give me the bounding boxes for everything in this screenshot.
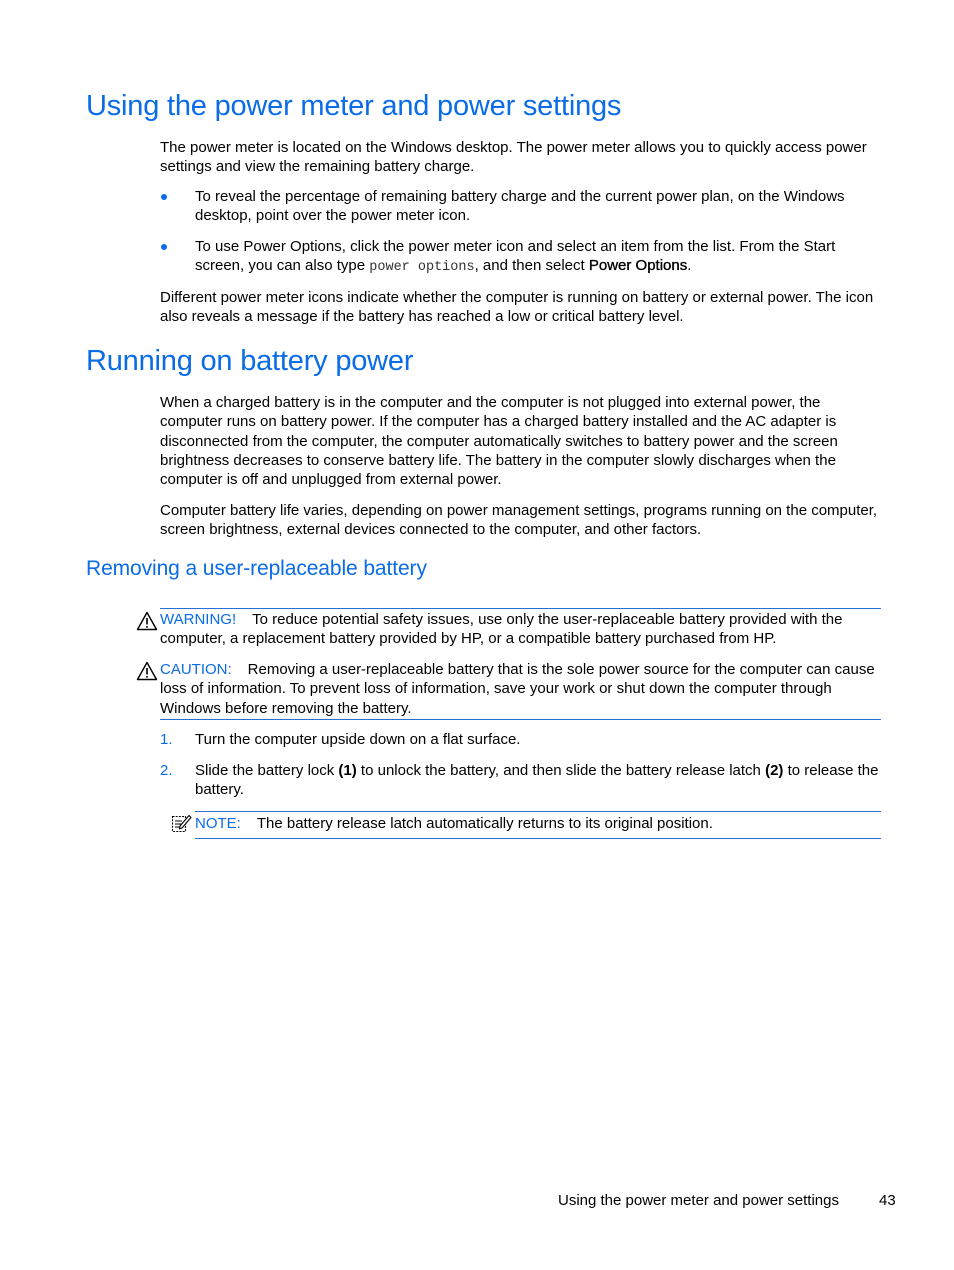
caution-triangle-icon <box>136 661 158 681</box>
warning-top-rule <box>160 608 881 609</box>
note-top-rule <box>195 811 881 812</box>
note-bottom-rule <box>195 838 881 839</box>
bullet-dot <box>161 244 167 250</box>
bullet-text-start: To use Power Options, click the power meter icon and select an item from the list. From the Start screen, you can also type <box>195 238 836 275</box>
code-power-options: power options <box>369 260 475 276</box>
caution-text: Removing a user-replaceable battery that is the sole power source for the computer can cause loss of information. To prevent loss of information, save your work or shut down the computer through Windows before removing the battery. <box>160 661 875 717</box>
step-2-text-b: to unlock the battery, and then slide the battery release latch <box>356 762 766 779</box>
step-1-text: Turn the computer upside down on a flat surface. <box>195 731 521 748</box>
power-meter-outro: Different power meter icons indicate whether the computer is running on battery or external power. The icon also reveals a message if the battery has reached a low or critical battery level. <box>160 289 874 326</box>
footer-title: Using the power meter and power settings <box>558 1192 839 1209</box>
note-label: NOTE: <box>195 815 241 832</box>
battery-power-para-2: Computer battery life varies, depending on power management settings, programs running on the computer, screen brightness, external devices connected to the computer, and other factors. <box>160 502 878 539</box>
note-block <box>195 814 885 833</box>
step-2-text <box>195 761 885 800</box>
heading-removing-battery: Removing a user-replaceable battery <box>86 557 427 580</box>
heading-power-meter: Using the power meter and power settings <box>86 90 622 122</box>
bullet-dot <box>161 194 167 200</box>
step-2-text-c: to release the battery. <box>195 762 879 799</box>
callout-2: (2) <box>765 762 784 779</box>
note-text: The battery release latch automatically returns to its original position. <box>256 815 713 832</box>
battery-power-para-1: When a charged battery is in the computer and the computer is not plugged into external power, the computer runs on battery power. If the computer has a charged battery installed and the AC adapter is disconnected from the computer, the computer automatically switches to battery power and the screen brightness decreases to conserve battery life. The battery in the computer slowly discharges when the computer is off and unplugged from external power. <box>160 394 838 489</box>
step-number: 1. <box>160 731 173 748</box>
power-options-emphasis: Power Options <box>588 257 688 275</box>
note-pencil-icon <box>171 813 192 834</box>
bullet-reveal-percentage: To reveal the percentage of remaining battery charge and the current power plan, on the Windows desktop, point over the power meter icon. <box>195 188 845 225</box>
caution-bottom-rule <box>160 719 881 720</box>
warning-label: WARNING! <box>160 611 237 628</box>
warning-block <box>160 610 880 649</box>
caution-label: CAUTION: <box>160 661 232 678</box>
bullet-text-middle: , and then select <box>474 257 589 275</box>
bullet-text-end: . <box>687 257 692 275</box>
heading-battery-power: Running on battery power <box>86 345 414 377</box>
page-number: 43 <box>879 1192 896 1209</box>
step-number: 2. <box>160 762 173 779</box>
callout-1: (1) <box>338 762 357 779</box>
step-2-text-a: Slide the battery lock <box>195 762 339 779</box>
warning-triangle-icon <box>136 611 158 631</box>
warning-text: To reduce potential safety issues, use only the user-replaceable battery provided with the computer, a replacement battery provided by HP, or a compatible battery purchased from HP. <box>160 611 843 648</box>
bullet-power-options <box>195 237 885 278</box>
power-meter-intro: The power meter is located on the Windows desktop. The power meter allows you to quickly access power settings and view the remaining battery charge. <box>160 139 867 176</box>
caution-block <box>160 660 880 718</box>
